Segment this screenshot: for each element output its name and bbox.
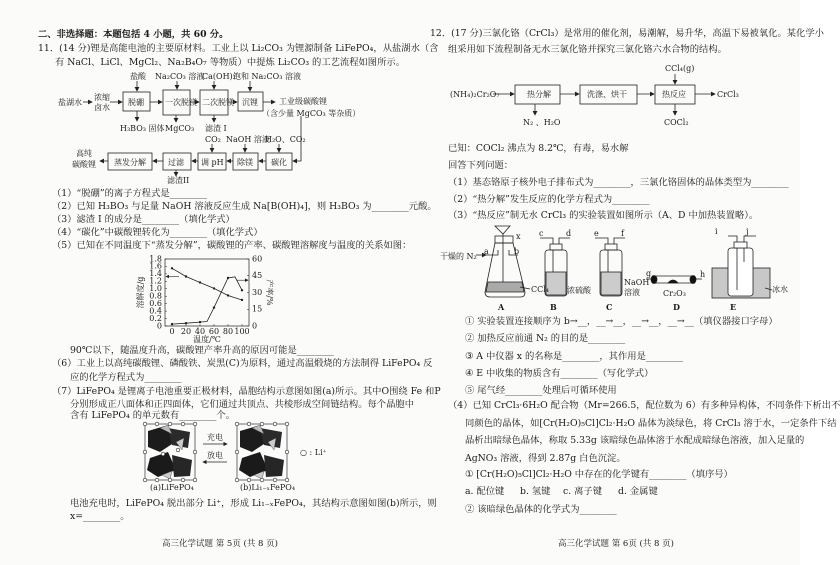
data-point bbox=[213, 306, 215, 308]
page-footer-left: 高三化学试题 第 5页 (共 8 页) bbox=[162, 539, 278, 549]
flow-end: CrCl₃ bbox=[717, 90, 739, 99]
li-ion-marker bbox=[247, 422, 251, 426]
flow-box-label: 热分解 bbox=[527, 90, 551, 99]
flow-box-label: 碳化 bbox=[271, 158, 287, 167]
flow-output: 滤渣 I bbox=[205, 124, 227, 133]
flow-input: CCl₄(g) bbox=[665, 64, 695, 73]
q11-sub-1: （1）“脱硼”的离子方程式是________ bbox=[52, 188, 207, 199]
y-tick-label: 0.4 bbox=[149, 306, 162, 316]
data-point bbox=[171, 323, 173, 325]
x-tick-label: 60 bbox=[208, 327, 220, 336]
q11-sub-6: （6）工业上以高纯碳酸锂、磷酸铁、炭黑(C)为原料，通过高温煅烧的方法制得 LiFePO₄ 反 bbox=[52, 358, 433, 369]
y-tick-label: 1.0 bbox=[149, 284, 162, 294]
apparatus-label: B bbox=[550, 302, 557, 312]
apparatus-label: D bbox=[673, 302, 680, 312]
li-ion-marker bbox=[193, 478, 197, 482]
q12-intro-line: 组采用如下流程制备无水三氯化铬并探究三氯化铬六水合物的结构。 bbox=[448, 44, 727, 55]
y-tick-label: 0.6 bbox=[149, 298, 162, 308]
port-label: h bbox=[700, 270, 706, 279]
li-ion-marker bbox=[260, 422, 264, 426]
port-label: i bbox=[715, 227, 718, 236]
x-tick-label: 0 bbox=[169, 327, 175, 336]
option-b: b. 氢键 bbox=[520, 486, 551, 497]
flow-input: NaOH 溶液 bbox=[226, 135, 270, 144]
flow-input: Ca(OH)₂ bbox=[202, 72, 236, 81]
flow-box-label: 沉锂 bbox=[242, 98, 258, 107]
data-point bbox=[185, 322, 187, 324]
li-ion-marker bbox=[155, 422, 159, 426]
li-ion-marker bbox=[168, 478, 172, 482]
q12-sub-3-item: ① 实验装置连接顺序为 b→__，__→__，__→__，__→__（填仪器接口字母） bbox=[465, 316, 778, 327]
q12-sub-3-item: ② 加热反应前通 N₂ 的目的是________ bbox=[465, 333, 626, 344]
q11-sub-5-question: 90℃以下，随温度升高，碳酸锂产率升高的原因可能是________ bbox=[70, 345, 334, 356]
y-tick-label: 1.2 bbox=[149, 276, 162, 286]
flow-box-label: 二次脱镁 bbox=[202, 98, 234, 107]
flow-output: N₂ 、H₂O bbox=[523, 118, 561, 127]
q12-sub-3-item: ③ A 中仪器 x 的名称是________，其作用是________ bbox=[465, 351, 684, 362]
x-axis-label: 温度/℃ bbox=[193, 335, 221, 344]
flow-input: 饱和 Na₂CO₃ 溶液 bbox=[233, 72, 301, 81]
port-label: a bbox=[484, 247, 489, 256]
li-ion-marker bbox=[161, 452, 165, 456]
x-tick-label: 40 bbox=[194, 327, 206, 336]
y2-axis-label: 产率/% bbox=[265, 279, 274, 306]
flow-output: COCl₂ bbox=[664, 118, 689, 127]
q11-sub-5: （5）已知在不同温度下“蒸发分解”，碳酸锂的产率、碳酸锂溶解度与温度的关系如图： bbox=[52, 240, 412, 251]
option-d: d. 金属键 bbox=[618, 486, 658, 497]
y-tick-label: 0.2 bbox=[149, 313, 162, 323]
q12-sub-3-item: ⑤ 尾气经________处理后可循环使用 bbox=[465, 385, 617, 396]
yield-solubility-chart bbox=[135, 254, 275, 344]
data-point bbox=[227, 277, 229, 279]
li-ion-marker bbox=[260, 478, 264, 482]
li-ion-marker bbox=[285, 422, 289, 426]
li-ion-marker bbox=[273, 478, 277, 482]
li-ion-marker bbox=[155, 478, 159, 482]
y2-tick-label: 30 bbox=[252, 287, 263, 297]
port-label: b bbox=[514, 247, 520, 256]
q11-sub-7: （7）LiFePO₄ 是锂离子电池重要正极材料，晶胞结构示意图如图(a)所示。其中O围绕 Fe 和P bbox=[52, 386, 441, 397]
li-ion-marker bbox=[143, 450, 147, 454]
flow-box-label: 除镁 bbox=[237, 158, 253, 167]
y2-tick-label: 60 bbox=[252, 254, 263, 264]
q12-sub-4-1: ① [Cr(H₂O)₅Cl]Cl₂·H₂O 中存在的化学键有________（填序号） bbox=[465, 469, 733, 480]
y-tick-label: 1.6 bbox=[149, 261, 162, 271]
q12-sub-1: （1）基态铬原子核外电子排布式为________，三氯化铬固体的晶体类型为________ bbox=[448, 177, 789, 188]
ice-water-label: 冰水 bbox=[772, 285, 788, 294]
option-c: c. 离子键 bbox=[563, 486, 603, 497]
li-ion-marker bbox=[235, 422, 239, 426]
flow-box-label: 调 pH bbox=[201, 158, 224, 167]
q11-sub-3: （3）滤渣 I 的成分是________（填化学式） bbox=[52, 214, 235, 225]
li-ion-marker bbox=[273, 422, 277, 426]
q12-sub-4: 晶析出暗绿色晶体，称取 5.33g 该暗绿色晶体溶于水配成暗绿色溶液，加入足量的 bbox=[465, 435, 805, 446]
cr2o3-label: Cr₂O₃ bbox=[663, 289, 686, 298]
apparatus-c-bottle bbox=[595, 238, 625, 296]
y-tick-label: 0.8 bbox=[149, 291, 162, 301]
option-a: a. 配位键 bbox=[465, 486, 505, 497]
port-label: f bbox=[621, 229, 624, 238]
crystal-label-b: (b)Li₁₋ₓFePO₄ bbox=[240, 483, 296, 492]
li-ion-marker bbox=[176, 448, 180, 452]
flow-box-label: 洗涤、烘干 bbox=[587, 90, 627, 99]
data-point bbox=[227, 294, 229, 296]
q12-sub-3: （3）“热反应”制无水 CrCl₃ 的实验装置如图所示（A、D 中加热装置略）。 bbox=[448, 210, 759, 221]
flow-input: 盐酸 bbox=[130, 72, 146, 81]
q11-sub-2: （2）已知 H₃BO₃ 与足量 NaOH 溶液反应生成 Na[B(OH)₄]，则 H₃BO₃ 为________元酸。 bbox=[52, 201, 437, 212]
li-ion-marker bbox=[235, 450, 239, 454]
data-point bbox=[199, 281, 201, 283]
y-axis-label: 溶解度/g bbox=[136, 276, 145, 309]
port-label: j bbox=[746, 227, 749, 236]
q11-intro-line: 有 NaCl、LiCl、MgCl₂、Na₂B₄O₇ 等物质）中提炼 Li₂CO₃ 的工艺流程如图所示。 bbox=[55, 57, 405, 68]
port-label: e bbox=[594, 229, 599, 238]
flow-box-label: 一次脱镁 bbox=[165, 98, 197, 107]
funnel-x-label: x bbox=[516, 232, 521, 241]
li-ion-marker bbox=[143, 422, 147, 426]
chart-frame bbox=[165, 259, 249, 326]
answer-prompt: 回答下列问题： bbox=[448, 160, 514, 171]
naoh-label: 溶液 bbox=[624, 288, 640, 297]
port-label: g bbox=[646, 269, 652, 278]
apparatus-e-bottle bbox=[712, 236, 772, 298]
q11-sub-4: （4）“碳化”中碳酸锂转化为________（填化学式） bbox=[52, 227, 263, 238]
li-ion-marker bbox=[168, 422, 172, 426]
x-tick-label: 100 bbox=[234, 327, 250, 336]
flow-final-product: 高纯 bbox=[76, 149, 92, 158]
li-legend: ○ : Li⁺ bbox=[300, 448, 327, 457]
q12-sub-4: AgNO₃ 溶液，得到 2.87g 白色沉淀。 bbox=[465, 453, 626, 464]
apparatus-label: A bbox=[498, 302, 505, 312]
series-line-right bbox=[172, 277, 242, 324]
flow-box-label: 脱硼 bbox=[128, 98, 144, 107]
y-tick-label: 0 bbox=[156, 321, 162, 331]
y2-tick-label: 15 bbox=[252, 304, 263, 314]
flow-input: CO₂ bbox=[205, 135, 221, 144]
q12-sub-4-2: ② 该暗绿色晶体的化学式为________ bbox=[465, 504, 617, 515]
y-tick-label: 1.8 bbox=[149, 254, 162, 264]
x-tick-label: 20 bbox=[180, 327, 192, 336]
flow-output: MgCO₃ bbox=[165, 124, 195, 133]
q11-sub-7: 含有 LiFePO₄ 的单元数有________个。 bbox=[70, 410, 235, 421]
q12-intro-line: 12．(17 分)三氯化铬（CrCl₃）是常用的催化剂，易潮解，易升华，高温下易被氧化。某化学小 bbox=[430, 28, 824, 39]
li-ion-marker bbox=[181, 422, 185, 426]
flow-box-label: 热反应 bbox=[662, 90, 686, 99]
x-tick-label: 80 bbox=[222, 327, 234, 336]
flow-brine: 浓缩 bbox=[94, 93, 110, 102]
li-ion-marker bbox=[235, 478, 239, 482]
q11-sub-7: 分别形成正八面体和正四面体，它们通过共顶点、共棱形成空间链结构。每个晶胞中 bbox=[70, 399, 414, 410]
q11-intro-line: 11．(14 分)锂是高能电池的主要原材料。工业上以 Li₂CO₃ 为锂源制备 LiFePO₄，从盐湖水（含 bbox=[38, 43, 439, 54]
known-info: 已知：COCl₂ 沸点为 8.2℃，有毒，易水解 bbox=[448, 143, 629, 154]
apparatus-label: E bbox=[730, 302, 737, 312]
n2-label: 干燥的 N₂ bbox=[440, 252, 477, 261]
flow-box-label: 过滤 bbox=[168, 158, 184, 167]
data-point bbox=[213, 287, 215, 289]
crystal-label-a: (a)LiFePO₄ bbox=[150, 483, 194, 492]
li-ion-marker bbox=[285, 450, 289, 454]
crystal-structure-b bbox=[237, 424, 287, 480]
flow-input: Na₂CO₃ 溶液 bbox=[155, 72, 205, 81]
ccl4-label: CCl₄ bbox=[531, 285, 550, 294]
series-line-left bbox=[172, 268, 242, 300]
q12-sub-2: （2）“热分解”发生反应的化学方程式为________ bbox=[448, 194, 650, 205]
apparatus-label: C bbox=[606, 302, 613, 312]
flow-product: 工业级碳酸锂 bbox=[279, 97, 327, 106]
y-tick-label: 1.4 bbox=[149, 269, 162, 279]
flow-output: 滤渣II bbox=[167, 176, 190, 185]
crystal-structure-a bbox=[145, 424, 195, 480]
li-ion-marker bbox=[193, 450, 197, 454]
data-point bbox=[171, 267, 173, 269]
q11-sub-7-question: 电池充电时，LiFePO₄ 脱出部分 Li⁺，形成 Li₁₋ₓFePO₄，其结构示意图如图(b)所示，则 bbox=[70, 498, 437, 509]
q12-sub-3-item: ④ E 中收集的物质含有________（写化学式） bbox=[465, 368, 654, 379]
data-point bbox=[185, 275, 187, 277]
li-ion-marker bbox=[285, 478, 289, 482]
flow-input: H₂O、CO₂ bbox=[265, 135, 306, 144]
page-footer-right: 高三化学试题 第 6页 (共 8 页) bbox=[558, 539, 674, 549]
y2-tick-label: 0 bbox=[252, 321, 258, 331]
section-heading: 二、非选择题：本题包括 4 小题，共 60 分。 bbox=[38, 29, 229, 40]
data-point bbox=[199, 321, 201, 323]
q12-sub-4: （4）已知 CrCl₃·6H₂O 配合物（Mr=266.5，配位数为 6）有多种异构体，不同条件下析出不 bbox=[448, 400, 840, 411]
flow-start: 盐湖水 bbox=[58, 98, 82, 107]
discharge-label: 放电 bbox=[207, 451, 223, 460]
flow-product-note: （含少量 MgCO₃ 等杂质） bbox=[262, 109, 361, 118]
dropping-funnel-x bbox=[495, 226, 510, 234]
flow-brine: 卤水 bbox=[94, 103, 110, 112]
q11-sub-7-question: x=________。 bbox=[70, 511, 130, 522]
data-point bbox=[241, 299, 243, 301]
naoh-label: NaOH bbox=[624, 278, 650, 287]
apparatus-a-flask bbox=[476, 226, 530, 297]
y2-tick-label: 45 bbox=[252, 271, 263, 281]
h2so4-label: 浓硫酸 bbox=[567, 286, 591, 295]
li-ion-marker bbox=[247, 478, 251, 482]
apparatus-d-tube bbox=[646, 276, 702, 284]
flow-output: H₃BO₃ 固体 bbox=[120, 124, 165, 133]
li-ion-marker bbox=[143, 478, 147, 482]
port-label: c bbox=[539, 229, 544, 238]
port-label: d bbox=[566, 229, 572, 238]
flow-start: (NH₄)₂Cr₂O₇ bbox=[450, 90, 500, 99]
flow-box-label: 蒸发分解 bbox=[114, 158, 146, 167]
q12-sub-4: 同颜色的晶体，如[Cr(H₂O)₅Cl]Cl₂·H₂O 晶体为淡绿色，将 CrCl₃ 溶于水，一定条件下结 bbox=[465, 418, 837, 429]
data-point bbox=[241, 289, 243, 291]
q11-sub-6: 应的化学方程式为________ bbox=[70, 372, 182, 383]
li-ion-marker bbox=[181, 478, 185, 482]
li-ion-marker bbox=[193, 422, 197, 426]
flow-final-product: 碳酸锂 bbox=[72, 160, 96, 169]
charge-label: 充电 bbox=[207, 433, 223, 442]
